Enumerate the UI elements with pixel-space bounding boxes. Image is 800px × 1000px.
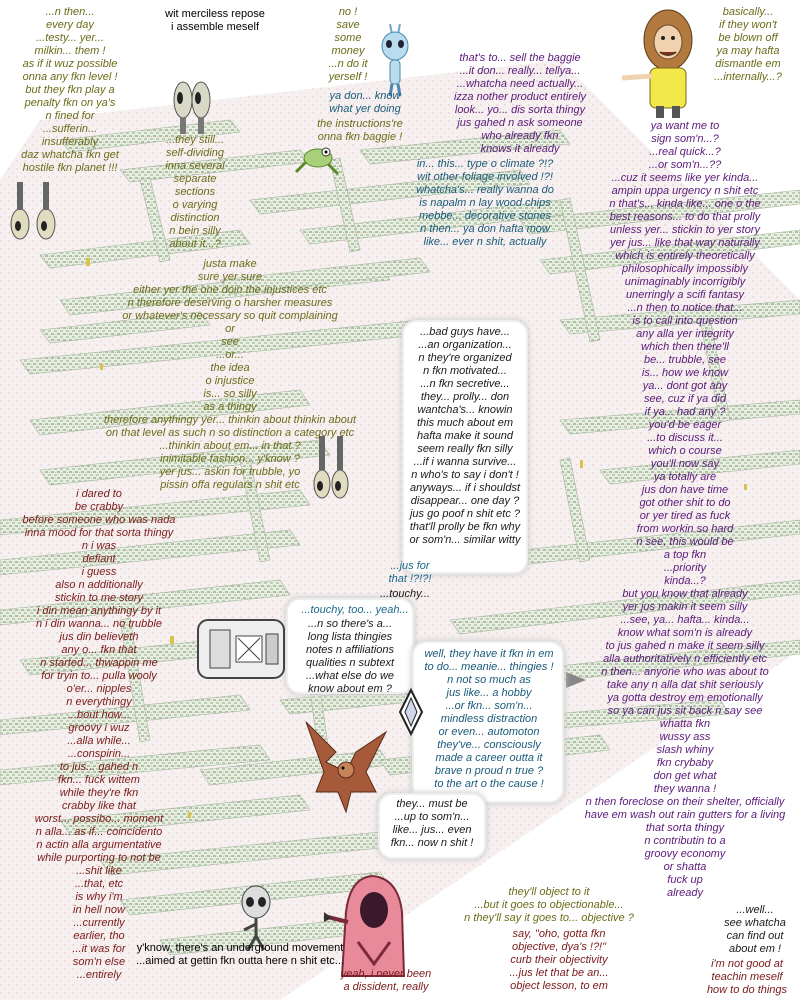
text-line: or even... automoton bbox=[438, 726, 540, 738]
dialogue-touchy-too bbox=[290, 604, 420, 617]
gray-alien-heads-icon bbox=[172, 78, 212, 136]
text-line: who already fkn bbox=[481, 130, 559, 142]
text-line: dismantle em bbox=[715, 58, 781, 70]
text-line: while they're fkn bbox=[59, 787, 139, 799]
text-line: n started... thwappin me bbox=[40, 657, 158, 669]
text-line: this much about em bbox=[417, 417, 513, 429]
text-line: y'know, there's an underground movement bbox=[136, 942, 344, 954]
text-line: inimitable fashion... y'know ? bbox=[160, 453, 300, 465]
text-line: for tryin to... pulla wooly bbox=[41, 670, 157, 682]
text-line: ...conspirin... bbox=[67, 748, 131, 760]
text-line: ...n do it bbox=[328, 58, 368, 70]
green-frog-creature-icon bbox=[294, 140, 340, 176]
text-line: be crabby bbox=[74, 501, 124, 513]
brown-bat-dragon-icon bbox=[296, 712, 396, 822]
text-line: n they're organized bbox=[418, 352, 512, 364]
text-line: look... yo... dis sorta thingy bbox=[454, 104, 586, 116]
text-line: penalty fkn on ya's bbox=[24, 97, 116, 109]
text-line: ...an organization... bbox=[418, 339, 512, 351]
text-line: hostile fkn planet !!! bbox=[22, 162, 118, 174]
text-line: ...or... bbox=[216, 349, 244, 361]
text-line: so ya can jus sit back n say see bbox=[607, 705, 763, 717]
dialogue-teachin-meself bbox=[694, 958, 800, 997]
text-line: which then there'll bbox=[641, 341, 729, 353]
text-line: ...thinkin about em... in that ? bbox=[159, 440, 301, 452]
text-line: if they won't bbox=[719, 19, 777, 31]
text-line: ...real quick...? bbox=[649, 146, 721, 158]
text-line: is why i'm bbox=[75, 891, 123, 903]
text-line: ...or som'n...?? bbox=[648, 159, 722, 171]
text-line: n everythingy bbox=[66, 696, 132, 708]
text-line: ...alla while... bbox=[67, 735, 131, 747]
text-line: also n additionally bbox=[55, 579, 143, 591]
text-line: seem really fkn silly bbox=[417, 443, 513, 455]
dialogue-objectionable bbox=[454, 886, 644, 925]
text-line: which is entirely theoretically bbox=[615, 250, 755, 262]
text-line: is napalm n lay wood chips bbox=[419, 197, 551, 209]
text-line: distinction bbox=[170, 212, 220, 224]
text-line: fkn... fuck wittem bbox=[58, 774, 140, 786]
text-line: ya want me to bbox=[650, 120, 720, 132]
text-line: every day bbox=[46, 19, 94, 31]
text-line: basically... bbox=[722, 6, 774, 18]
text-line: curb their objectivity bbox=[510, 954, 608, 966]
dialogue-bad-guys bbox=[406, 326, 524, 547]
dialogue-instructions bbox=[300, 118, 420, 144]
text-line: ya totally are bbox=[653, 471, 717, 483]
text-line: n actin alla argumentative bbox=[36, 839, 162, 851]
text-line: inna several bbox=[165, 160, 225, 172]
text-line: i'm not good at bbox=[711, 958, 783, 970]
text-line: the idea bbox=[210, 362, 250, 374]
robot-device-icon bbox=[196, 612, 288, 686]
upside-down-alien-legs-icon bbox=[6, 180, 62, 240]
text-line: pissin offa regulars n shit etc bbox=[160, 479, 300, 491]
dialogue-oho-objective bbox=[494, 928, 624, 993]
text-line: milkin... them ! bbox=[34, 45, 106, 57]
text-line: while purporting to not be bbox=[37, 852, 161, 864]
text-line: inna mood for that sorta thingy bbox=[24, 527, 174, 539]
text-line: say, "oho, gotta fkn bbox=[512, 928, 606, 940]
text-line: justa make bbox=[203, 258, 257, 270]
text-line: as if it wuz possible bbox=[22, 58, 118, 70]
dialogue-basically bbox=[700, 6, 796, 84]
dialogue-long-lista bbox=[290, 618, 410, 696]
text-line: ...currently bbox=[73, 917, 125, 929]
text-line: separate bbox=[173, 173, 217, 185]
text-line: i dared to bbox=[76, 488, 122, 500]
text-line: n contributin to a bbox=[644, 835, 726, 847]
text-line: you'll now say bbox=[650, 458, 720, 470]
text-line: or whatever's necessary so quit complaining bbox=[122, 310, 338, 322]
text-line: wantcha's... knowin bbox=[417, 404, 513, 416]
text-line: ...n fkn secretive... bbox=[420, 378, 510, 390]
text-line: that !?!?! bbox=[388, 573, 432, 585]
text-line: that sorta thingy bbox=[645, 822, 725, 834]
text-line: they'll object to it bbox=[508, 886, 590, 898]
text-line: daz whatcha fkn get bbox=[21, 149, 119, 161]
text-line: n not so much as bbox=[447, 674, 531, 686]
text-line: see bbox=[221, 336, 239, 348]
text-line: n then... ya don hafta mow bbox=[420, 223, 550, 235]
text-line: in hell now bbox=[73, 904, 125, 916]
text-line: n alla... as if... coincidento bbox=[35, 826, 163, 838]
text-line: save bbox=[336, 19, 360, 31]
text-line: jus din believeth bbox=[59, 631, 139, 643]
text-line: earlier, tho bbox=[73, 930, 125, 942]
text-line: unimaginably incorrigibly bbox=[624, 276, 746, 288]
text-line: fkn crybaby bbox=[656, 757, 714, 769]
text-line: ya don... know bbox=[329, 90, 401, 102]
text-line: know about em ? bbox=[308, 683, 392, 695]
text-line: brave n proud n true ? bbox=[434, 765, 544, 777]
text-line: n i was bbox=[81, 540, 117, 552]
text-line: ...up to som'n... bbox=[394, 811, 470, 823]
text-line: ...it was for bbox=[72, 943, 126, 955]
text-line: whatta fkn bbox=[659, 718, 711, 730]
text-line: whatcha's... really wanna do bbox=[416, 184, 554, 196]
text-line: a top fkn bbox=[663, 549, 707, 561]
text-line: be... trubble, see bbox=[644, 354, 726, 366]
text-line: wussy ass bbox=[659, 731, 711, 743]
text-line: ...it don... really... tellya... bbox=[459, 65, 581, 77]
text-line: ...or fkn... som'n... bbox=[445, 700, 533, 712]
text-line: unless yer... stickin to yer story bbox=[610, 224, 760, 236]
text-line: or shatta bbox=[663, 861, 707, 873]
text-line: n see, this would be bbox=[636, 536, 734, 548]
dialogue-sign-somn bbox=[570, 120, 800, 900]
text-line: see, cuz if ya did bbox=[644, 393, 726, 405]
text-line: is to call into question bbox=[632, 315, 738, 327]
text-line: no ! bbox=[338, 6, 358, 18]
text-line: ya... dont got any bbox=[642, 380, 728, 392]
text-line: mindless distraction bbox=[440, 713, 538, 725]
text-line: ...bout how... bbox=[67, 709, 131, 721]
text-line: n bein silly bbox=[169, 225, 221, 237]
text-line: fkn... now n shit ! bbox=[390, 837, 474, 849]
text-line: jus don have time bbox=[641, 484, 729, 496]
text-line: well, they have it fkn in em bbox=[424, 648, 554, 660]
text-line: or som'n... similar witty bbox=[409, 534, 521, 546]
text-line: or bbox=[225, 323, 235, 335]
text-line: is... so silly bbox=[203, 388, 257, 400]
text-line: qualities n subtext bbox=[305, 657, 395, 669]
text-line: money bbox=[331, 45, 365, 57]
dialogue-touchy bbox=[370, 588, 440, 601]
text-line: ...to discuss it... bbox=[647, 432, 723, 444]
text-line: i guess bbox=[81, 566, 117, 578]
text-line: in... this... type o climate ?!? bbox=[416, 158, 554, 170]
text-line: ...sufferin... bbox=[42, 123, 98, 135]
text-line: ...whatcha need actually... bbox=[456, 78, 584, 90]
dialogue-save-money bbox=[318, 6, 378, 84]
blue-alien-icon bbox=[378, 22, 412, 98]
text-line: they... prolly... don bbox=[420, 391, 510, 403]
text-line: or yer tired as fuck bbox=[639, 510, 731, 522]
text-line: ...if i wanna survive... bbox=[413, 456, 517, 468]
text-line: n i din wanna... no trubble bbox=[36, 618, 162, 630]
text-line: philosophically impossibly bbox=[622, 263, 748, 275]
text-line: yer jus... like that way naturally bbox=[610, 237, 760, 249]
text-line: o injustice bbox=[205, 375, 255, 387]
text-line: which o course bbox=[648, 445, 722, 457]
text-line: they've... consciously bbox=[437, 739, 541, 751]
text-line: they wanna ! bbox=[653, 783, 717, 795]
text-line: ...see, ya... hafta... kinda... bbox=[620, 614, 750, 626]
text-line: crabby like that bbox=[62, 800, 136, 812]
text-line: som'n else bbox=[72, 956, 126, 968]
dialogue-climate bbox=[400, 158, 570, 249]
text-line: insufferably bbox=[41, 136, 99, 148]
text-line: don get what bbox=[653, 770, 717, 782]
text-line: like... jus... even bbox=[392, 824, 472, 836]
text-line: onna any fkn level ! bbox=[22, 71, 118, 83]
text-line: n therefore deserving o harsher measures bbox=[127, 297, 333, 309]
dialogue-well-see bbox=[712, 904, 798, 956]
text-line: self-dividing bbox=[165, 147, 225, 159]
text-line: about em ! bbox=[729, 943, 781, 955]
text-line: be blown off bbox=[718, 32, 778, 44]
dialogue-meanie-thingies bbox=[416, 648, 562, 791]
text-line: stickin to me story bbox=[54, 592, 144, 604]
text-line: what yer doing bbox=[329, 103, 401, 115]
text-line: like... ever n shit, actually bbox=[423, 236, 547, 248]
text-line: made a career outta it bbox=[435, 752, 543, 764]
text-line: how to do things bbox=[706, 984, 788, 996]
dialogue-underground-movement bbox=[130, 942, 350, 968]
text-line: to do... meanie... thingies ! bbox=[424, 661, 554, 673]
text-line: ...well... bbox=[736, 904, 774, 916]
text-line: ...jus for bbox=[390, 560, 430, 572]
text-line: groovy i wuz bbox=[68, 722, 130, 734]
text-line: about it...? bbox=[169, 238, 221, 250]
text-line: o'er... nipples bbox=[66, 683, 132, 695]
dialogue-self-dividing bbox=[150, 134, 240, 251]
text-line: to the art o the cause ! bbox=[434, 778, 544, 790]
text-line: you'd be eager bbox=[648, 419, 722, 431]
text-line: already bbox=[666, 887, 704, 899]
text-line: n then foreclose on their shelter, officially bbox=[585, 796, 785, 808]
text-line: either yer the one doin the injustices etc bbox=[133, 284, 327, 296]
text-line: take any n alla dat shit seriously bbox=[607, 679, 763, 691]
text-line: knows it already bbox=[480, 143, 560, 155]
text-line: alla authoritatively n efficiently etc bbox=[603, 653, 767, 665]
text-line: that's to... sell the baggie bbox=[459, 52, 581, 64]
dialogue-jus-for-that bbox=[380, 560, 440, 586]
text-line: kinda...? bbox=[664, 575, 706, 587]
text-line: long lista thingies bbox=[307, 631, 393, 643]
text-line: wit merciless repose bbox=[165, 8, 265, 20]
text-line: on that level as such n so distinction a category etc bbox=[105, 427, 355, 439]
dialogue-dared-crabby bbox=[6, 488, 192, 982]
text-line: yer jus makin it seem silly bbox=[622, 601, 748, 613]
text-line: ...what else do we bbox=[305, 670, 395, 682]
text-line: ampin uppa urgency n shit etc bbox=[611, 185, 759, 197]
text-line: object lesson, to em bbox=[510, 980, 608, 992]
text-line: see whatcha bbox=[724, 917, 786, 929]
text-line: sure yer sure bbox=[197, 271, 263, 283]
text-line: to jus gahed n make it seem silly bbox=[605, 640, 765, 652]
text-line: slash whiny bbox=[656, 744, 714, 756]
text-line: jus go poof n shit etc ? bbox=[409, 508, 521, 520]
text-line: n then... anyone who was about to bbox=[601, 666, 769, 678]
text-line: ...n then to notice that... bbox=[627, 302, 743, 314]
text-line: before someone who was nada bbox=[22, 514, 176, 526]
text-line: best reasons... to do that prolly bbox=[609, 211, 761, 223]
text-line: therefore anythingy yer... thinkin about thinkin about bbox=[103, 414, 357, 426]
text-line: know what som'n is already bbox=[617, 627, 753, 639]
text-line: i din mean anythingy by it bbox=[36, 605, 162, 617]
text-line: ...touchy, too... yeah... bbox=[301, 604, 409, 616]
text-line: wit other foliage involved !?! bbox=[417, 171, 553, 183]
text-line: n fined for bbox=[45, 110, 95, 122]
text-line: ...aimed at gettin fkn outta here n shit etc... bbox=[136, 955, 344, 967]
text-line: n that's... kinda like... one o the bbox=[609, 198, 761, 210]
text-line: ...jus let that be an... bbox=[509, 967, 609, 979]
dialogue-dissident bbox=[326, 968, 446, 994]
text-line: ...n then... bbox=[45, 6, 95, 18]
text-line: but you know that already bbox=[622, 588, 748, 600]
text-line: o varying bbox=[172, 199, 218, 211]
text-line: fuck up bbox=[667, 874, 703, 886]
text-line: the instructions're bbox=[317, 118, 403, 130]
text-line: ...touchy... bbox=[380, 588, 430, 600]
text-line: but they fkn play a bbox=[25, 84, 115, 96]
text-line: sections bbox=[174, 186, 216, 198]
text-line: n who's to say i don't ! bbox=[411, 469, 519, 481]
text-line: ...bad guys have... bbox=[420, 326, 510, 338]
dialogue-every-day bbox=[10, 6, 130, 175]
text-line: disappear... one day ? bbox=[410, 495, 520, 507]
text-line: n fkn motivated... bbox=[423, 365, 507, 377]
text-line: if ya... had any ? bbox=[644, 406, 726, 418]
dialogue-justa-make-sure bbox=[80, 258, 380, 492]
text-line: some bbox=[334, 32, 362, 44]
text-line: ...shit like bbox=[76, 865, 122, 877]
text-line: ...cuz it seems like yer kinda... bbox=[611, 172, 759, 184]
text-line: ...priority bbox=[663, 562, 707, 574]
dialogue-up-to-somn bbox=[382, 798, 482, 850]
bearded-man-pointing-icon bbox=[620, 6, 700, 120]
text-line: ...internally...? bbox=[714, 71, 782, 83]
text-line: jus gahed n ask someone bbox=[457, 117, 583, 129]
text-line: sign som'n...? bbox=[651, 133, 719, 145]
text-line: a dissident, really bbox=[343, 981, 429, 993]
text-line: groovy economy bbox=[644, 848, 726, 860]
text-line: ...but it goes to objectionable... bbox=[474, 899, 624, 911]
text-line: ya gotta destroy em emotionally bbox=[607, 692, 763, 704]
text-line: teachin meself bbox=[711, 971, 783, 983]
text-line: can find out bbox=[726, 930, 784, 942]
text-line: anyways... if i shouldst bbox=[409, 482, 521, 494]
text-line: notes n affiliations bbox=[305, 644, 395, 656]
text-line: yer jus... askin for trubble, yo bbox=[159, 466, 301, 478]
text-line: that'll prolly be fkn why bbox=[409, 521, 521, 533]
text-line: have em wash out rain gutters for a living bbox=[584, 809, 786, 821]
text-line: ...n so there's a... bbox=[307, 618, 393, 630]
text-line: izza nother product entirely bbox=[453, 91, 587, 103]
text-line: yeah, i never been bbox=[340, 968, 432, 980]
text-line: as a thingy bbox=[203, 401, 257, 413]
text-line: defiant bbox=[82, 553, 116, 565]
text-line: ...testy... yer... bbox=[36, 32, 104, 44]
text-line: unerringly a scifi fantasy bbox=[626, 289, 744, 301]
text-line: they... must be bbox=[396, 798, 468, 810]
text-line: from workin so hard bbox=[636, 523, 734, 535]
text-line: ...they still... bbox=[165, 134, 225, 146]
dialogue-ya-dont-know bbox=[320, 90, 410, 116]
text-line: is... how we know bbox=[641, 367, 729, 379]
text-line: any o... fkn that bbox=[61, 644, 137, 656]
text-line: onna fkn baggie ! bbox=[317, 131, 403, 143]
dialogue-merciless-repose bbox=[150, 8, 280, 34]
text-line: jus like... a hobby bbox=[446, 687, 532, 699]
text-line: objective, dya's !?!" bbox=[511, 941, 607, 953]
text-line: any alla yer integrity bbox=[636, 328, 734, 340]
text-line: to jus... gahed n bbox=[59, 761, 139, 773]
text-line: ya may hafta bbox=[716, 45, 780, 57]
text-line: worst... possibo... moment bbox=[34, 813, 164, 825]
text-line: got other shit to do bbox=[639, 497, 731, 509]
text-line: mebbe... decorative stones bbox=[418, 210, 552, 222]
text-line: hafta make it sound bbox=[416, 430, 513, 442]
text-line: ...that, etc bbox=[74, 878, 124, 890]
text-line: ...entirely bbox=[76, 969, 122, 981]
text-line: i assemble meself bbox=[170, 21, 260, 33]
text-line: yerself ! bbox=[328, 71, 368, 83]
text-line: n they'll say it goes to... objective ? bbox=[464, 912, 634, 924]
